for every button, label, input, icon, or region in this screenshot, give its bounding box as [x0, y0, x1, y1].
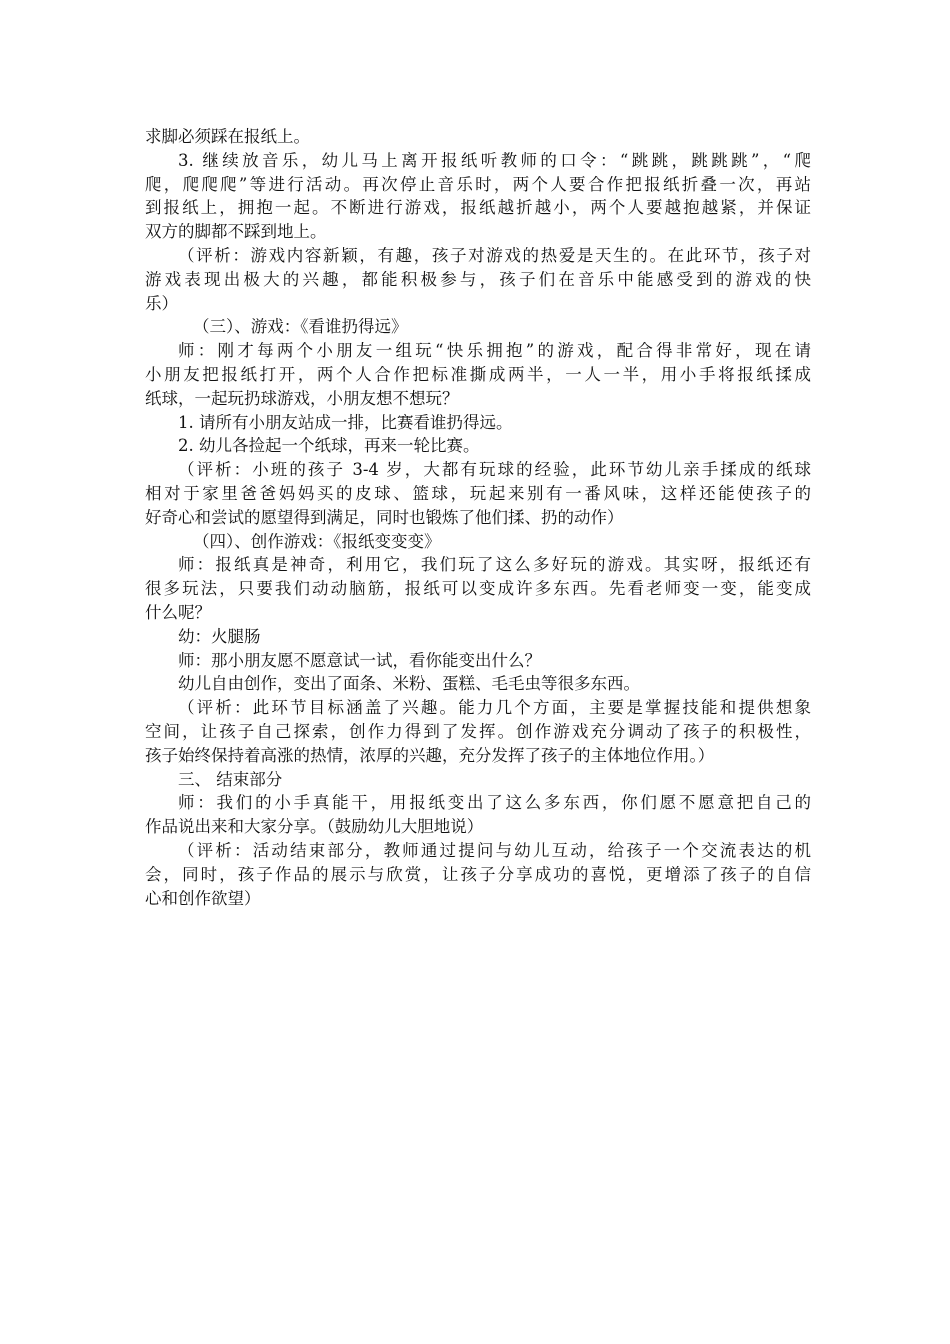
text-line: 会，同时，孩子作品的展示与欣赏，让孩子分享成功的喜悦，更增添了孩子的自信 — [145, 864, 811, 884]
text-line: 什么呢？ — [145, 602, 211, 622]
commentary-paragraph — [145, 458, 811, 529]
text-line: （评析：活动结束部分，教师通过提问与幼儿互动，给孩子一个交流表达的机 — [178, 840, 811, 860]
commentary-paragraph — [145, 839, 811, 910]
text-line: 双方的脚都不踩到地上。 — [145, 222, 327, 242]
text-line: 乐） — [145, 293, 178, 313]
text-line: （评析：此环节目标涵盖了兴趣。能力几个方面，主要是掌握技能和提供想象 — [178, 698, 811, 718]
text-line: 幼：火腿肠 — [178, 626, 261, 646]
text-line: 作品说出来和大家分享。（鼓励幼儿大胆地说） — [145, 817, 484, 837]
heading-text: 三、 结束部分 — [178, 769, 283, 789]
text-line: 很多玩法，只要我们动动脑筋，报纸可以变成许多东西。先看老师变一变，能变成 — [145, 579, 811, 599]
text-line: 爬，爬爬爬”等进行活动。再次停止音乐时，两个人要合作把报纸折叠一次，再站 — [145, 174, 811, 194]
text-line: 空间，让孩子自己探索，创作力得到了发挥。创作游戏充分调动了孩子的积极性， — [145, 721, 811, 741]
text-line: 相对于家里爸爸妈妈买的皮球、篮球，玩起来别有一番风味，这样还能使孩子的 — [145, 483, 811, 503]
commentary-paragraph — [145, 244, 811, 315]
text-line: 师：报纸真是神奇，利用它，我们玩了这么多好玩的游戏。其实呀，报纸还有 — [178, 555, 811, 575]
text-line: 纸球，一起玩扔球游戏，小朋友想不想玩？ — [145, 388, 459, 408]
paragraph — [145, 672, 811, 696]
paragraph — [145, 791, 811, 839]
heading-text: （三）、游戏：《看谁扔得远》 — [193, 317, 408, 337]
text-line: 师：那小朋友愿不愿意试一试，看你能变出什么？ — [178, 650, 541, 670]
text-line: （评析：小班的孩子 3-4 岁，大都有玩球的经验，此环节幼儿亲手揉成的纸球 — [178, 460, 811, 480]
commentary-paragraph — [145, 696, 811, 767]
paragraph — [145, 339, 811, 410]
document-page — [145, 125, 811, 910]
text-line: 2. 幼儿各捡起一个纸球，再来一轮比赛。 — [178, 436, 480, 456]
paragraph — [145, 625, 811, 649]
text-line: 幼儿自由创作，变出了面条、米粉、蛋糕、毛毛虫等很多东西。 — [178, 674, 640, 694]
section-heading — [145, 315, 811, 339]
paragraph — [145, 149, 811, 244]
text-line: （评析：游戏内容新颖，有趣，孩子对游戏的热爱是天生的。在此环节，孩子对 — [178, 245, 811, 265]
heading-text: （四）、创作游戏：《报纸变变变》 — [193, 531, 441, 551]
text-line: 1. 请所有小朋友站成一排，比赛看谁扔得远。 — [178, 412, 513, 432]
text-line: 心和创作欲望） — [145, 888, 261, 908]
list-item — [145, 411, 811, 435]
paragraph — [145, 125, 811, 149]
paragraph — [145, 649, 811, 673]
text-line: 好奇心和尝试的愿望得到满足，同时也锻炼了他们揉、扔的动作） — [145, 507, 624, 527]
text-line: 3. 继续放音乐，幼儿马上离开报纸听教师的口令：“跳跳，跳跳跳”，“爬 — [178, 150, 811, 170]
paragraph — [145, 553, 811, 624]
text-line: 小朋友把报纸打开，两个人合作把标准撕成两半，一人一半，用小手将报纸揉成 — [145, 364, 811, 384]
section-heading — [145, 530, 811, 554]
text-line: 求脚必须踩在报纸上。 — [145, 127, 310, 146]
section-heading — [145, 768, 811, 792]
list-item — [145, 434, 811, 458]
text-line: 游戏表现出极大的兴趣，都能积极参与，孩子们在音乐中能感受到的游戏的快 — [145, 269, 811, 289]
text-line: 师：刚才每两个小朋友一组玩“快乐拥抱”的游戏，配合得非常好，现在请 — [178, 341, 811, 361]
text-line: 孩子始终保持着高涨的热情，浓厚的兴趣，充分发挥了孩子的主体地位作用。） — [145, 745, 715, 765]
text-line: 到报纸上，拥抱一起。不断进行游戏，报纸越折越小，两个人要越抱越紧，并保证 — [145, 198, 811, 218]
text-line: 师：我们的小手真能干，用报纸变出了这么多东西，你们愿不愿意把自己的 — [178, 793, 811, 813]
